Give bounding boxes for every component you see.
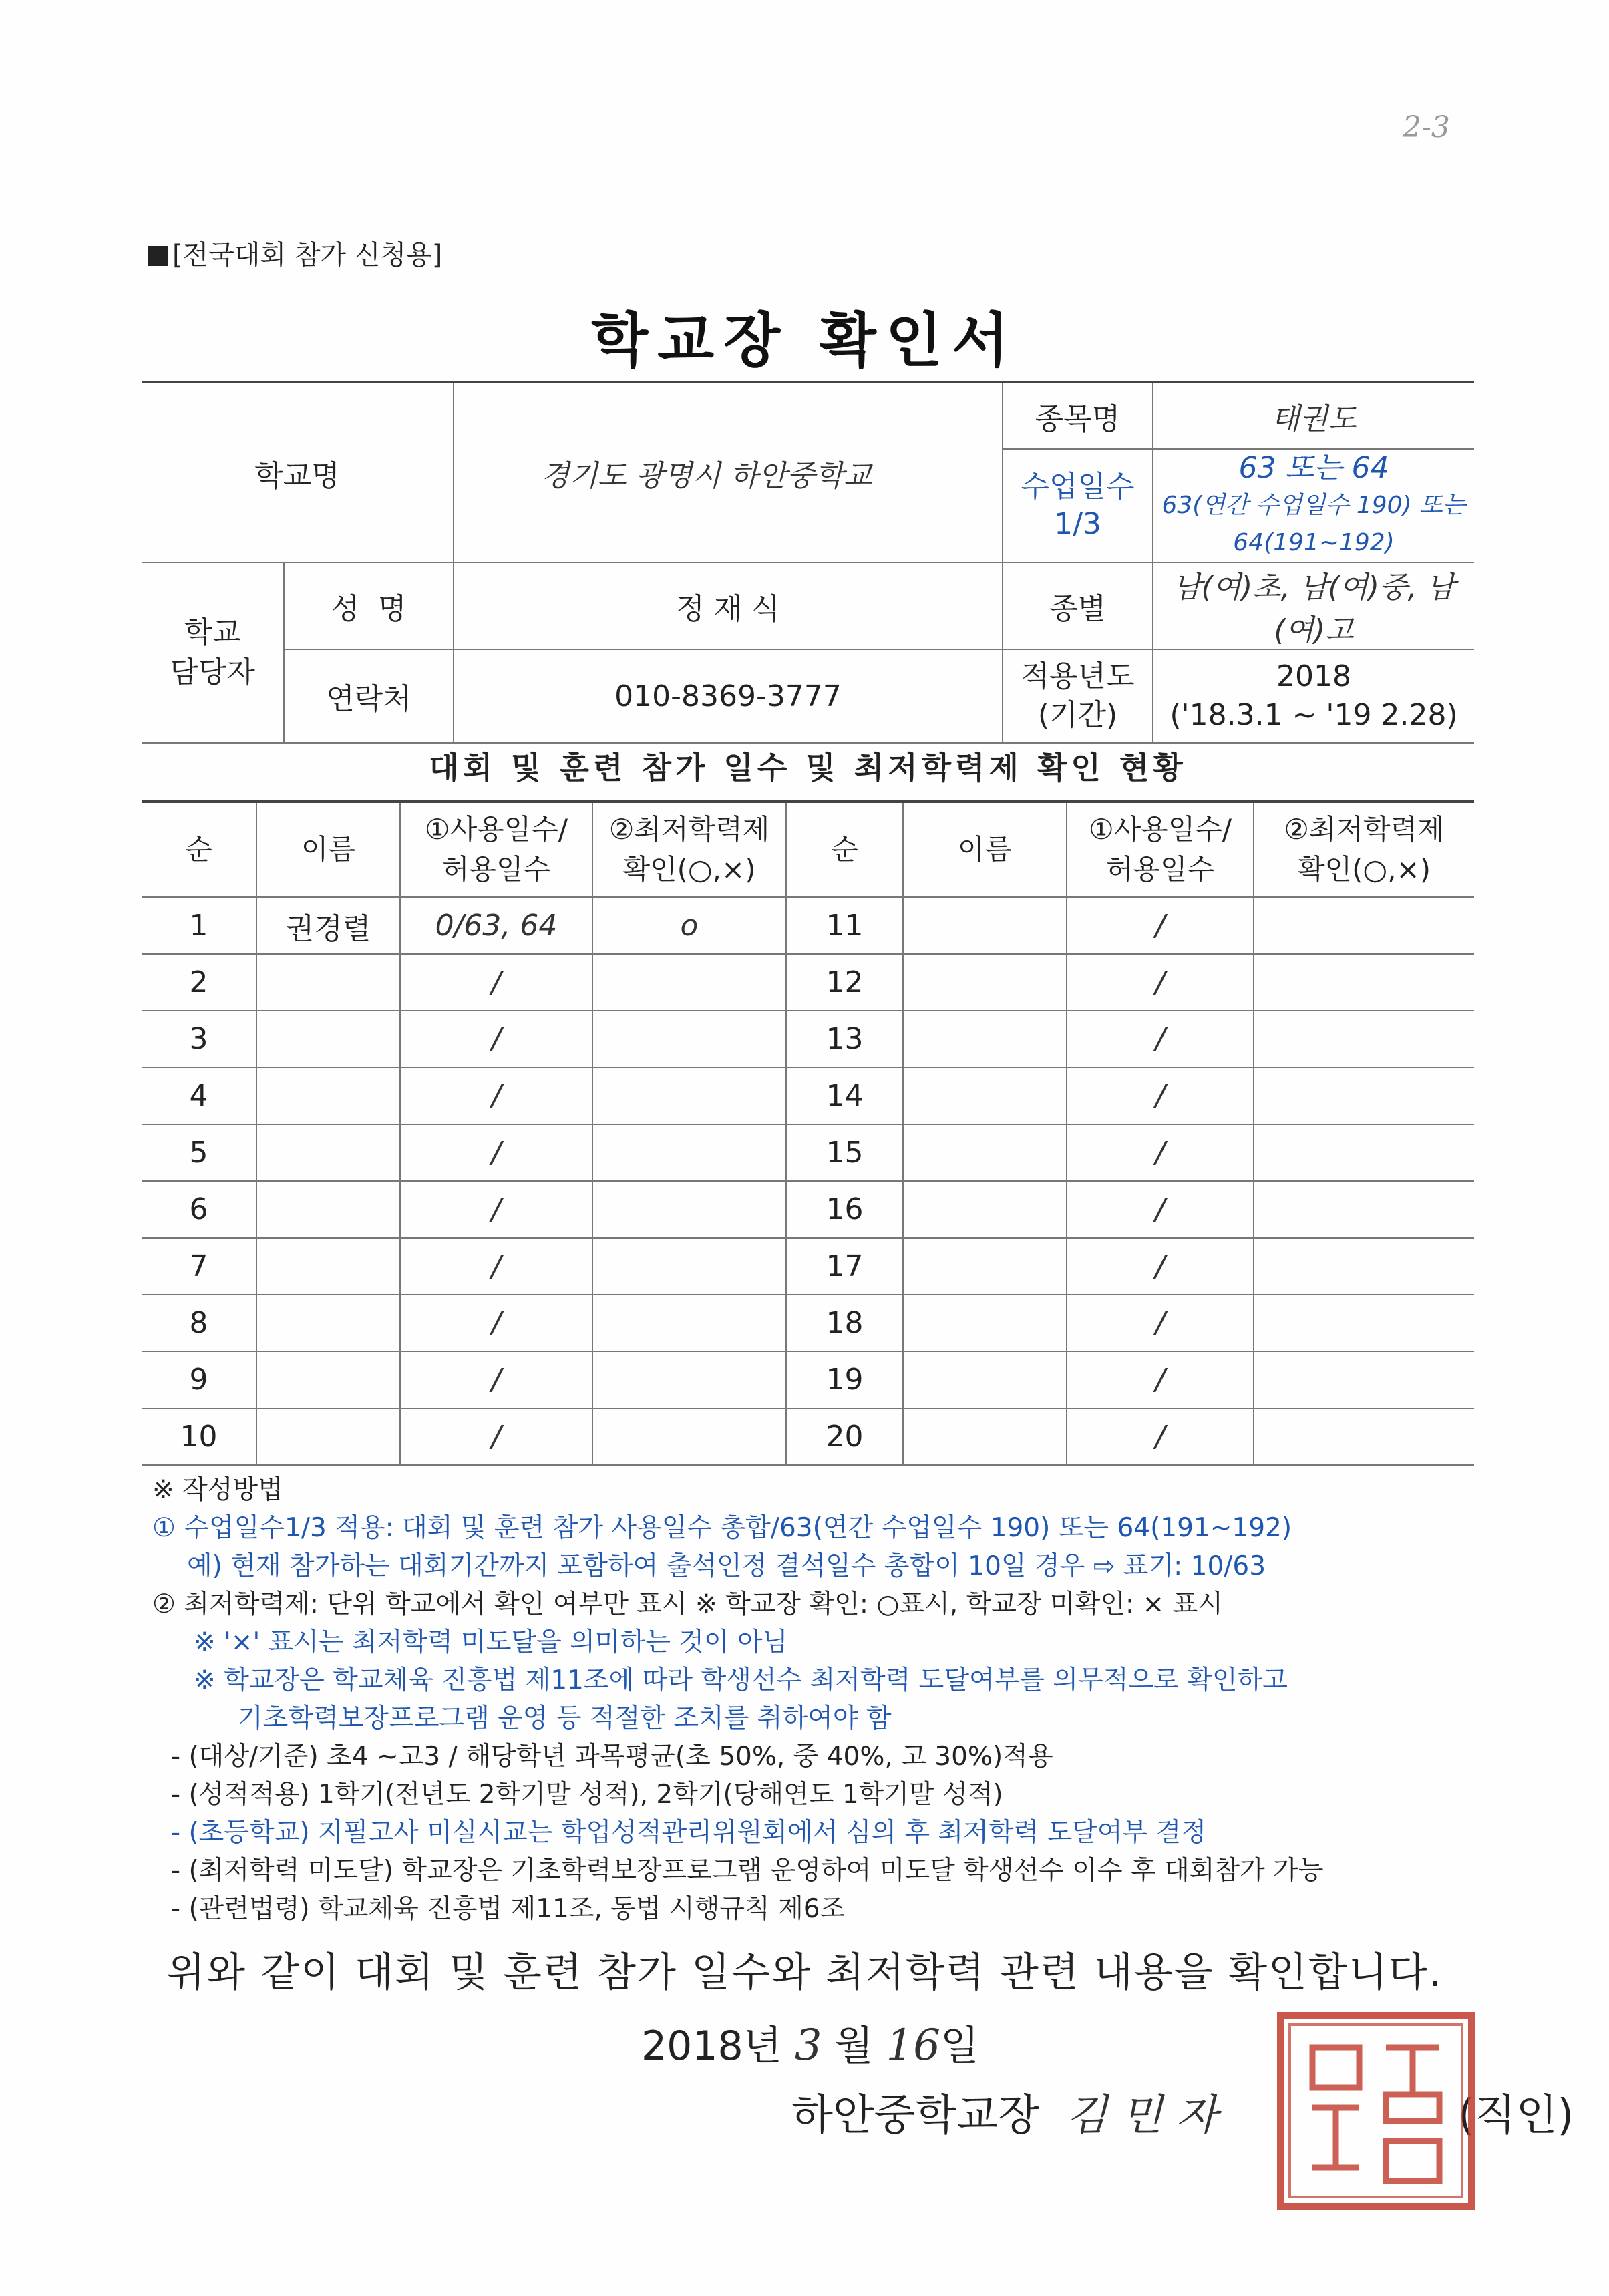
detail-5: - (관련법령) 학교체육 진흥법 제11조, 동법 시행규칙 제6조 [171,1894,846,1924]
roster-cell-name [903,1181,1067,1238]
roster-cell-no: 20 [786,1408,903,1465]
detail-4: - (최저학력 미도달) 학교장은 기초학력보장프로그램 운영하여 미도달 학생선수 이수 후 대회참가 가능 [171,1856,1324,1886]
roster-cell-days: / [1067,1181,1254,1238]
class-days-value: 63 또는 64 63(연간 수업일수 190) 또는 64(191~192) [1153,449,1474,562]
detail-2: - (성적적용) 1학기(전년도 2학기말 성적), 2학기(당해연도 1학기말 성적) [171,1780,1003,1810]
black-square-icon [148,246,168,266]
roster-cell-check [592,1238,786,1295]
page-number-note: 2-3 [1403,110,1450,144]
roster-cell-no: 11 [786,897,903,954]
header-name: 이름 [903,802,1067,897]
roster-cell-name [256,1068,400,1124]
header-min-grade: ②최저학력제 확인(○,×) [1254,802,1474,897]
roster-cell-no: 12 [786,954,903,1011]
roster-cell-days: / [400,1124,592,1181]
roster-cell-check [1254,897,1474,954]
handwritten-signature: 김 민 자 [1066,2091,1218,2140]
manager-label: 학교 담당자 [142,562,284,743]
roster-cell-check [1254,1238,1474,1295]
note-4a: ※ 학교장은 학교체육 진흥법 제11조에 따라 학생선수 최저학력 도달여부를 의무적으로 확인하고 [194,1665,1288,1695]
roster-cell-no: 15 [786,1124,903,1181]
contact-value: 010-8369-3777 [454,649,1003,743]
section-title: 대회 및 훈련 참가 일수 및 최저학력제 확인 현황 [429,750,1187,786]
roster-cell-no: 14 [786,1068,903,1124]
roster-cell-name [903,1408,1067,1465]
roster-cell-name [256,954,400,1011]
roster-cell-check [592,1011,786,1068]
event-label: 종목명 [1003,382,1153,449]
table-row [142,1011,1474,1068]
note-1a: ① 수업일수1/3 적용: 대회 및 훈련 참가 사용일수 총합/63(연간 수업일수 190) 또는 64(191~192) [152,1513,1292,1543]
roster-cell-check [592,1295,786,1351]
roster-cell-name [256,1295,400,1351]
roster-cell-days: / [1067,1011,1254,1068]
roster-cell-check [592,1124,786,1181]
roster-cell-check [1254,954,1474,1011]
roster-cell-check [592,1068,786,1124]
date-day: 16 [886,2021,941,2070]
roster-cell-no: 17 [786,1238,903,1295]
roster-cell-check [1254,1408,1474,1465]
roster-cell-name [903,1295,1067,1351]
form-type-label: [전국대회 참가 신청용] [172,240,443,271]
roster-cell-days: 0/63, 64 [400,897,592,954]
apply-year-label: 적용년도 (기간) [1003,649,1153,743]
table-row [142,1068,1474,1124]
table-row [142,1124,1474,1181]
roster-cell-no: 5 [142,1124,256,1181]
roster-cell-no: 7 [142,1238,256,1295]
roster-cell-name [256,1124,400,1181]
category-value: 남(여)초, 남(여)중, 남(여)고 [1153,562,1474,649]
roster-cell-name [256,1181,400,1238]
table-row [142,1181,1474,1238]
roster-cell-check [592,954,786,1011]
event-value: 태권도 [1153,382,1474,449]
date-month-label: 월 [834,2023,874,2070]
roster-cell-no: 9 [142,1351,256,1408]
roster-cell-name [903,1238,1067,1295]
note-2: ② 최저학력제: 단위 학교에서 확인 여부만 표시 ※ 학교장 확인: ○표시, 학교장 미확인: × 표시 [152,1589,1223,1619]
roster-cell-days: / [400,954,592,1011]
roster-cell-days: / [1067,1238,1254,1295]
roster-cell-check [1254,1351,1474,1408]
header-name: 이름 [256,802,400,897]
school-info-table [142,381,1474,744]
table-row [142,1351,1474,1408]
table-row [142,954,1474,1011]
roster-cell-check [1254,1068,1474,1124]
category-label: 종별 [1003,562,1153,649]
manager-name-label: 성 명 [284,562,454,649]
roster-cell-no: 13 [786,1011,903,1068]
roster-cell-days: / [1067,1408,1254,1465]
roster-cell-check [1254,1181,1474,1238]
roster-cell-name [903,954,1067,1011]
roster-cell-check [592,1351,786,1408]
school-name-label: 학교명 [142,382,454,562]
roster-cell-name [903,1011,1067,1068]
roster-cell-days: / [400,1408,592,1465]
roster-cell-days: / [1067,1068,1254,1124]
roster-cell-name [256,1408,400,1465]
header-days: ①사용일수/ 허용일수 [400,802,592,897]
date-day-label: 일 [940,2023,979,2070]
official-seal-stamp [1272,2007,1479,2215]
roster-cell-no: 1 [142,897,256,954]
detail-3: - (초등학교) 지필고사 미실시교는 학업성적관리위원회에서 심의 후 최저학력 도달여부 결정 [171,1818,1207,1848]
roster-cell-check [1254,1011,1474,1068]
roster-cell-check [1254,1295,1474,1351]
roster-cell-name [256,1011,400,1068]
roster-cell-name [903,1124,1067,1181]
table-row [142,1295,1474,1351]
roster-cell-days: / [1067,954,1254,1011]
form-type-tag [148,234,442,272]
roster-cell-days: / [1067,1295,1254,1351]
roster-cell-days: / [400,1295,592,1351]
header-no: 순 [786,802,903,897]
roster-cell-days: / [1067,1124,1254,1181]
roster-cell-name [256,1238,400,1295]
roster-cell-no: 6 [142,1181,256,1238]
note-3: ※ '×' 표시는 최저학력 미도달을 의미하는 것이 아님 [194,1627,788,1657]
seal-label: (직인) [1457,2091,1574,2140]
roster-table [142,800,1474,1466]
header-days: ①사용일수/ 허용일수 [1067,802,1254,897]
roster-cell-no: 2 [142,954,256,1011]
principal-title: 하안중학교장 [791,2091,1039,2140]
roster-cell-days: / [400,1351,592,1408]
manager-name-value: 정 재 식 [454,562,1003,649]
roster-cell-no: 18 [786,1295,903,1351]
roster-cell-name [903,1068,1067,1124]
signing-date [641,2014,979,2072]
roster-cell-name [903,897,1067,954]
roster-cell-no: 19 [786,1351,903,1408]
roster-cell-no: 4 [142,1068,256,1124]
roster-cell-days: / [400,1068,592,1124]
roster-cell-days: / [1067,1351,1254,1408]
instructions [152,1471,1488,1928]
table-row [142,1408,1474,1465]
roster-cell-check: o [592,897,786,954]
roster-cell-name: 권경렬 [256,897,400,954]
note-4b: 기초학력보장프로그램 운영 등 적절한 조치를 취하여야 함 [238,1703,892,1734]
roster-cell-check [1254,1124,1474,1181]
notes-heading: ※ 작성방법 [152,1475,283,1505]
roster-cell-name [903,1351,1067,1408]
roster-cell-no: 10 [142,1408,256,1465]
note-1b: 예) 현재 참가하는 대회기간까지 포함하여 출석인정 결석일수 총합이 10일 경우 ⇨ 표기: 10/63 [187,1551,1266,1581]
roster-cell-no: 16 [786,1181,903,1238]
date-year: 2018년 [641,2023,782,2070]
class-days-label: 수업일수 1/3 [1003,449,1153,562]
date-month: 3 [794,2021,822,2070]
contact-label: 연락처 [284,649,454,743]
roster-cell-days: / [1067,897,1254,954]
confirmation-statement: 위와 같이 대회 및 훈련 참가 일수와 최저학력 관련 내용을 확인합니다. [166,1949,1443,1996]
roster-cell-no: 3 [142,1011,256,1068]
roster-cell-name [256,1351,400,1408]
roster-cell-days: / [400,1011,592,1068]
detail-1: - (대상/기준) 초4 ~고3 / 해당학년 과목평균(초 50%, 중 40%, 고 30%)적용 [171,1742,1053,1772]
header-no: 순 [142,802,256,897]
roster-cell-check [592,1408,786,1465]
roster-cell-check [592,1181,786,1238]
roster-header-row [142,802,1474,897]
table-row [142,1238,1474,1295]
document-title: 학교장 확인서 [591,306,1018,375]
table-row [142,897,1474,954]
header-min-grade: ②최저학력제 확인(○,×) [592,802,786,897]
roster-cell-no: 8 [142,1295,256,1351]
apply-year-value: 2018 ('18.3.1 ~ '19 2.28) [1153,649,1474,743]
roster-cell-days: / [400,1181,592,1238]
roster-cell-days: / [400,1238,592,1295]
school-name-value: 경기도 광명시 하안중학교 [454,382,1003,562]
